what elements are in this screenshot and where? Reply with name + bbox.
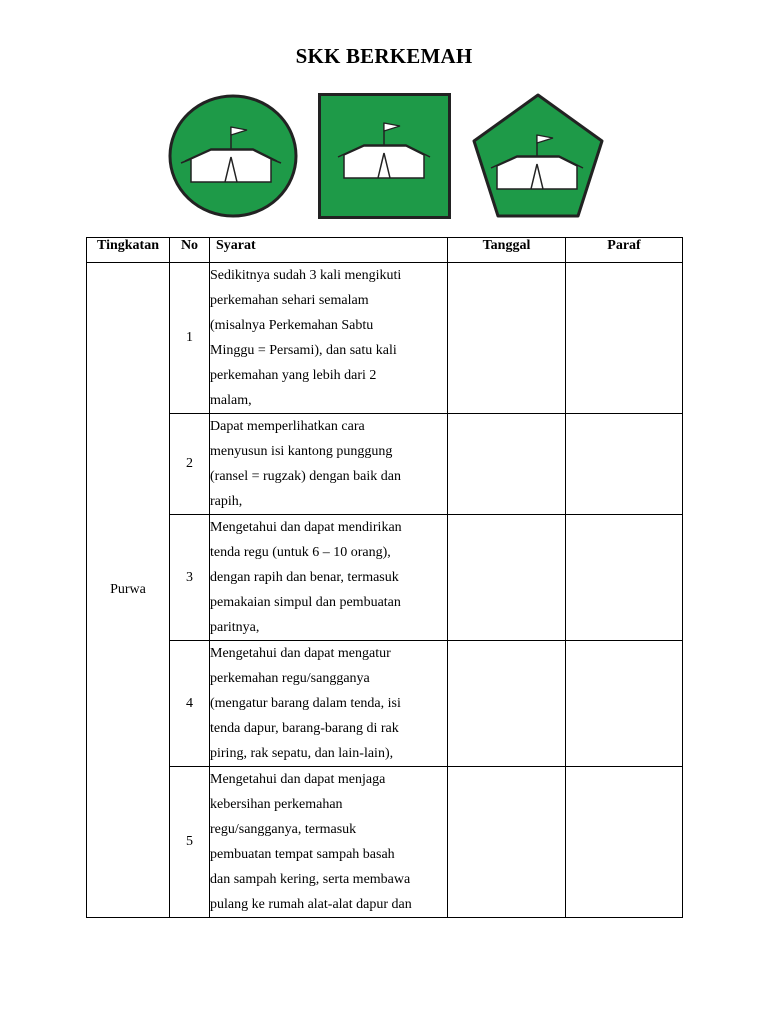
no-cell: 4 <box>170 641 210 767</box>
tanggal-cell[interactable] <box>448 515 566 641</box>
syarat-cell <box>210 414 448 515</box>
paraf-cell[interactable] <box>566 767 683 918</box>
syarat-line: Mengetahui dan dapat menjaga <box>210 772 386 787</box>
syarat-line: Dapat memperlihatkan cara <box>210 419 365 434</box>
header-paraf: Paraf <box>566 238 683 263</box>
syarat-line: Mengetahui dan dapat mengatur <box>210 646 391 661</box>
syarat-line: perkemahan yang lebih dari 2 <box>210 368 377 383</box>
table-row <box>87 515 683 641</box>
syarat-line: malam, <box>210 393 252 408</box>
tanggal-cell[interactable] <box>448 767 566 918</box>
syarat-line: regu/sangganya, termasuk <box>210 822 357 837</box>
syarat-line: tenda dapur, barang-barang di rak <box>210 721 399 736</box>
syarat-line: paritnya, <box>210 620 260 635</box>
no-cell: 2 <box>170 414 210 515</box>
syarat-line: (mengatur barang dalam tenda, isi <box>210 696 401 711</box>
tingkatan-cell: Purwa <box>87 263 170 918</box>
table-header-row <box>87 238 683 263</box>
syarat-line: Sedikitnya sudah 3 kali mengikuti <box>210 268 402 283</box>
badge-square <box>318 93 451 219</box>
no-cell: 1 <box>170 263 210 414</box>
syarat-line: (misalnya Perkemahan Sabtu <box>210 318 374 333</box>
paraf-cell[interactable] <box>566 414 683 515</box>
syarat-line: menyusun isi kantong punggung <box>210 444 393 459</box>
syarat-line: pemakaian simpul dan pembuatan <box>210 595 401 610</box>
header-syarat: Syarat <box>210 238 448 263</box>
no-cell: 5 <box>170 767 210 918</box>
syarat-line: Mengetahui dan dapat mendirikan <box>210 520 402 535</box>
tanggal-cell[interactable] <box>448 641 566 767</box>
syarat-line: dengan rapih dan benar, termasuk <box>210 570 399 585</box>
badge-pentagon <box>471 92 605 219</box>
syarat-line: pembuatan tempat sampah basah <box>210 847 395 862</box>
syarat-line: piring, rak sepatu, dan lain-lain), <box>210 746 394 761</box>
table-row <box>87 263 683 414</box>
syarat-line: rapih, <box>210 494 243 509</box>
paraf-cell[interactable] <box>566 641 683 767</box>
tanggal-cell[interactable] <box>448 263 566 414</box>
syarat-cell <box>210 515 448 641</box>
syarat-cell <box>210 767 448 918</box>
paraf-cell[interactable] <box>566 263 683 414</box>
page-title: SKK BERKEMAH <box>295 44 473 68</box>
syarat-line: tenda regu (untuk 6 – 10 orang), <box>210 545 391 560</box>
table-row <box>87 414 683 515</box>
syarat-cell <box>210 641 448 767</box>
syarat-line: kebersihan perkemahan <box>210 797 343 812</box>
table-row <box>87 767 683 918</box>
no-cell: 3 <box>170 515 210 641</box>
header-tanggal: Tanggal <box>448 238 566 263</box>
table-row <box>87 641 683 767</box>
badge-circle <box>167 93 299 219</box>
syarat-cell <box>210 263 448 414</box>
tanggal-cell[interactable] <box>448 414 566 515</box>
header-tingkatan: Tingkatan <box>87 238 170 263</box>
paraf-cell[interactable] <box>566 515 683 641</box>
syarat-line: perkemahan sehari semalam <box>210 293 369 308</box>
header-no: No <box>170 238 210 263</box>
syarat-line: (ransel = rugzak) dengan baik dan <box>210 469 401 484</box>
syarat-line: Minggu = Persami), dan satu kali <box>210 343 397 358</box>
syarat-line: dan sampah kering, serta membawa <box>210 872 411 887</box>
syarat-line: pulang ke rumah alat-alat dapur dan <box>210 897 412 912</box>
skk-table <box>86 237 683 918</box>
syarat-line: perkemahan regu/sangganya <box>210 671 370 686</box>
